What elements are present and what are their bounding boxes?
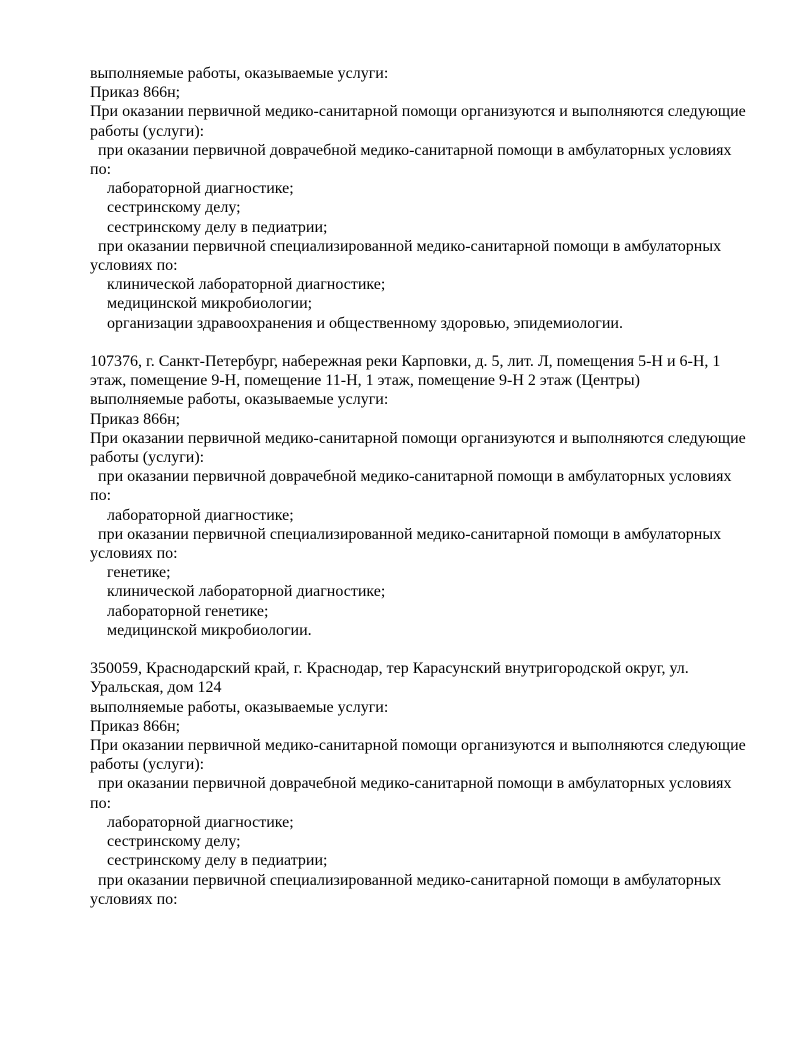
text-line: 350059, Краснодарский край, г. Краснодар, тер Карасунский внутригородской округ, ул. xyxy=(90,660,689,678)
text-line: При оказании первичной медико-санитарной помощи организуются и выполняются следующие xyxy=(90,103,746,121)
text-line: при оказании первичной доврачебной медико-санитарной помощи в амбулаторных условиях xyxy=(98,141,732,159)
text-line: условиях по: xyxy=(90,257,178,275)
text-line: Приказ 866н; xyxy=(90,84,181,102)
text-line: по: xyxy=(90,161,112,179)
text-line: медицинской микробиологии. xyxy=(107,621,312,639)
text-line: лабораторной диагностике; xyxy=(107,180,294,198)
text-line: сестринскому делу в педиатрии; xyxy=(107,852,328,870)
text-line: При оказании первичной медико-санитарной помощи организуются и выполняются следующие xyxy=(90,737,746,755)
document-body xyxy=(90,64,748,909)
license-section xyxy=(90,64,748,333)
text-line: по: xyxy=(90,487,112,505)
text-line: генетике; xyxy=(107,564,171,582)
text-line: этаж, помещение 9-Н, помещение 11-Н, 1 этаж, помещение 9-Н 2 этаж (Центры) xyxy=(90,372,640,390)
text-line: условиях по: xyxy=(90,890,178,908)
text-line: при оказании первичной специализированной медико-санитарной помощи в амбулаторных xyxy=(98,871,722,889)
text-line: при оказании первичной специализированной медико-санитарной помощи в амбулаторных xyxy=(98,237,722,255)
text-line: выполняемые работы, оказываемые услуги: xyxy=(90,65,389,82)
text-line: работы (услуги): xyxy=(90,122,205,140)
text-line: по: xyxy=(90,794,112,812)
text-line: при оказании первичной доврачебной медико-санитарной помощи в амбулаторных условиях xyxy=(98,775,732,793)
text-line: организации здравоохранения и общественному здоровью, эпидемиологии. xyxy=(107,314,623,332)
text-line: Уральская, дом 124 xyxy=(90,679,222,697)
text-line: выполняемые работы, оказываемые услуги: xyxy=(90,698,389,716)
text-line: 107376, г. Санкт-Петербург, набережная реки Карповки, д. 5, лит. Л, помещения 5-Н и 6-Н, 1 xyxy=(90,353,721,371)
text-line: клинической лабораторной диагностике; xyxy=(107,583,386,601)
text-line: Приказ 866н; xyxy=(90,717,181,735)
text-line: клинической лабораторной диагностике; xyxy=(107,276,386,294)
text-line: при оказании первичной доврачебной медико-санитарной помощи в амбулаторных условиях xyxy=(98,468,732,486)
text-line: лабораторной диагностике; xyxy=(107,506,294,524)
text-line: Приказ 866н; xyxy=(90,410,181,428)
text-line: сестринскому делу в педиатрии; xyxy=(107,218,328,236)
text-line: при оказании первичной специализированной медико-санитарной помощи в амбулаторных xyxy=(98,525,722,543)
text-line: работы (услуги): xyxy=(90,756,205,774)
text-line: работы (услуги): xyxy=(90,449,205,467)
text-line: При оказании первичной медико-санитарной помощи организуются и выполняются следующие xyxy=(90,429,746,447)
text-line: лабораторной генетике; xyxy=(107,602,269,620)
text-line: сестринскому делу; xyxy=(107,199,241,217)
text-line: условиях по: xyxy=(90,545,178,563)
license-section xyxy=(90,659,748,909)
text-line: выполняемые работы, оказываемые услуги: xyxy=(90,391,389,409)
text-line: медицинской микробиологии; xyxy=(107,295,313,313)
text-line: лабораторной диагностике; xyxy=(107,813,294,831)
text-line: сестринскому делу; xyxy=(107,833,241,851)
license-section xyxy=(90,352,748,640)
